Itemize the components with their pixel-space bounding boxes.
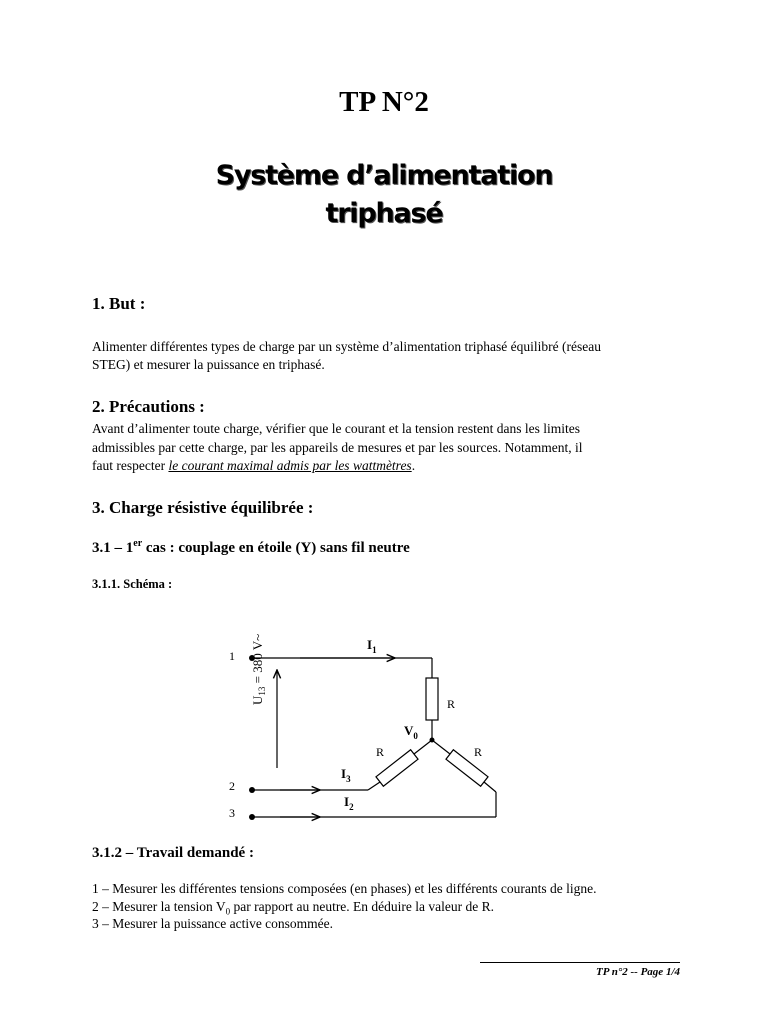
section-1-heading: 1. But : — [92, 294, 146, 313]
right-branch-lower — [484, 782, 496, 792]
section-3-1-num: 3.1 – 1 — [92, 540, 134, 556]
node-3-label: 3 — [229, 806, 235, 820]
task-item-2-suffix: par rapport au neutre. En déduire la valeur de R. — [230, 899, 494, 914]
current-1-label — [367, 637, 377, 655]
neutral-voltage-symbol: V — [404, 723, 414, 738]
section-2-text-line-2: admissibles par cette charge, par les appareils de mesures et par les sources. Notamment, il — [92, 440, 583, 455]
subtitle-line-1: Système d’alimentation — [215, 160, 553, 191]
current-1-symbol: I — [367, 637, 373, 652]
current-2-symbol: I — [344, 794, 350, 809]
left-branch-upper — [414, 740, 432, 754]
voltage-symbol: U — [250, 695, 265, 705]
node-1-label: 1 — [229, 649, 235, 663]
resistor-right-label: R — [474, 745, 483, 759]
task-item-1: 1 – Mesurer les différentes tensions composées (en phases) et les différents courants de ligne. — [92, 881, 597, 896]
task-item-2-prefix: 2 – Mesurer la tension V — [92, 899, 226, 914]
section-3-1-sup: er — [133, 538, 143, 549]
section-1-text-line-1: Alimenter différentes types de charge par un système d’alimentation triphasé équilibré (réseau — [92, 339, 601, 354]
section-3-heading: 3. Charge résistive équilibrée : — [92, 498, 314, 517]
current-3-symbol: I — [341, 766, 347, 781]
current-1-sub: 1 — [372, 645, 377, 655]
footer-rule — [480, 962, 680, 963]
section-3-1-2-heading: 3.1.2 – Travail demandé : — [92, 845, 254, 861]
node-2-label: 2 — [229, 779, 235, 793]
wattmeter-limit-link: le courant maximal admis par les wattmètres — [168, 458, 412, 473]
task-item-3: 3 – Mesurer la puissance active consommée. — [92, 916, 334, 931]
resistor-top — [426, 678, 438, 720]
current-2-sub: 2 — [349, 802, 354, 812]
page-title: TP N°2 — [339, 86, 429, 118]
right-branch-upper — [432, 740, 450, 754]
current-2-label — [344, 794, 354, 812]
voltage-sub: 13 — [257, 686, 267, 696]
section-2-text-line-1: Avant d’alimenter toute charge, vérifier que le courant et la tension restent dans les limites — [92, 421, 580, 436]
voltage-label — [250, 634, 267, 705]
section-1-text-line-2: STEG) et mesurer la puissance en triphasé. — [92, 357, 325, 372]
section-3-1-rest: cas : couplage en étoile (Y) sans fil neutre — [142, 540, 410, 556]
page-footer: TP n°2 -- Page 1/4 — [595, 966, 680, 978]
current-3-sub: 3 — [346, 774, 351, 784]
neutral-voltage-label — [404, 723, 418, 741]
resistor-left-label: R — [376, 745, 385, 759]
section-2-heading: 2. Précautions : — [92, 397, 205, 416]
left-branch-lower — [368, 782, 380, 790]
current-3-label — [341, 766, 351, 784]
subtitle-line-2: triphasé — [325, 198, 443, 229]
section-2-text-suffix: . — [411, 458, 416, 473]
task-item-2-sub: 0 — [225, 906, 231, 917]
svg-text:U13 = 380 V~ — [250, 634, 267, 705]
schema-heading: 3.1.1. Schéma : — [92, 577, 173, 591]
resistor-top-label: R — [447, 697, 456, 711]
section-2-text-prefix: faut respecter — [92, 458, 169, 473]
neutral-voltage-sub: 0 — [413, 731, 418, 741]
voltage-value: = 380 V~ — [250, 633, 265, 687]
